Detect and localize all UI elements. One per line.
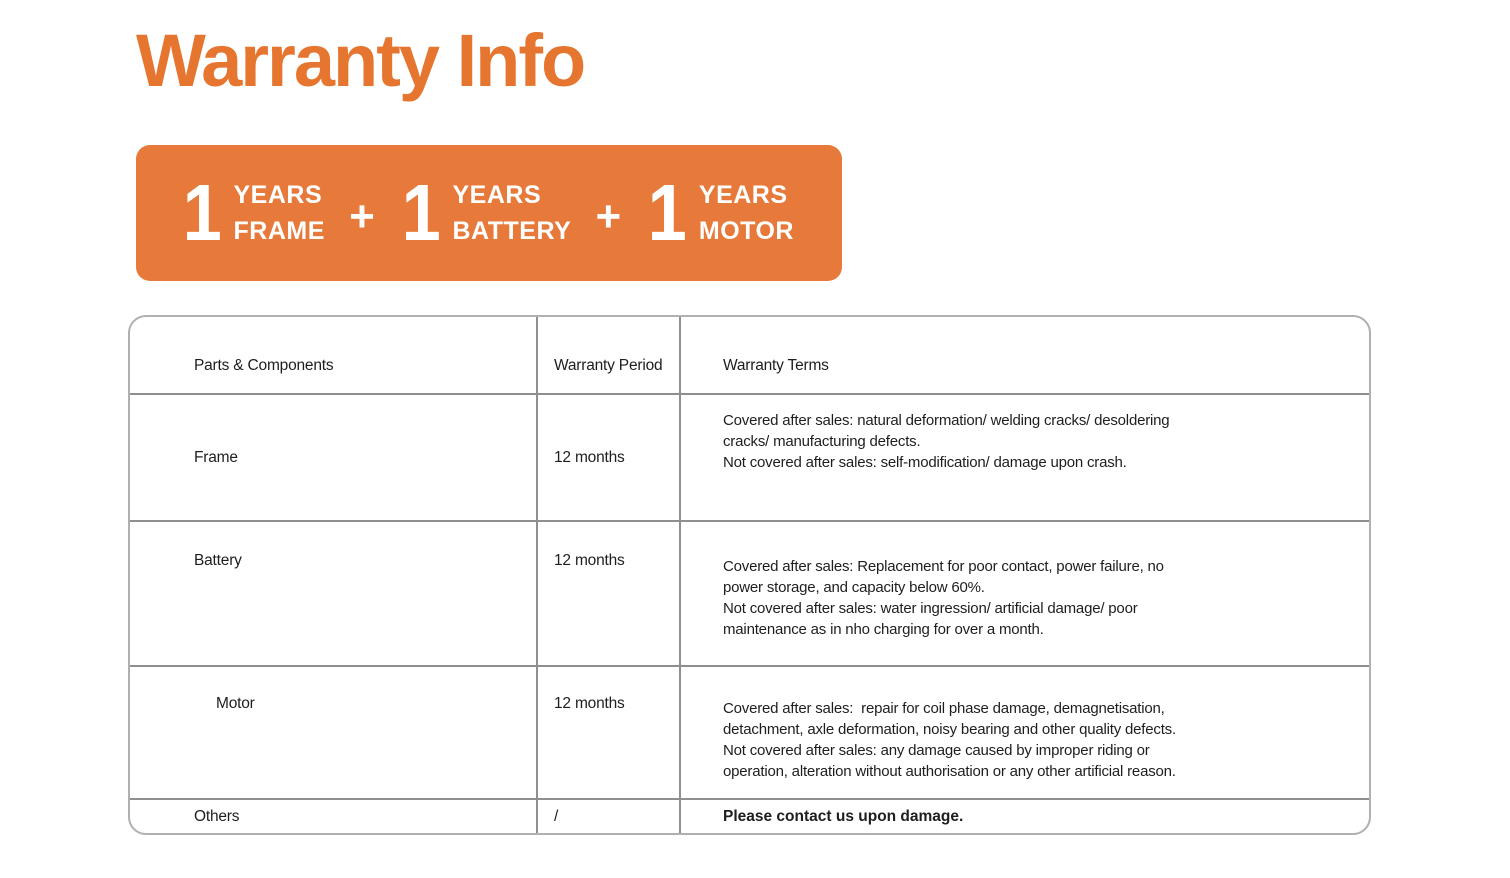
frame-period-cell: [538, 395, 681, 520]
frame-years-word: YEARS: [233, 181, 323, 209]
battery-period-value: 12 months: [554, 552, 625, 569]
motor-years-number: 1: [648, 168, 688, 258]
frame-terms-cell: [681, 395, 1369, 520]
others-terms-line: Please contact us upon damage.: [723, 808, 964, 825]
frame-period-value: 12 months: [554, 448, 625, 466]
motor-years-word: YEARS: [698, 181, 788, 209]
frame-part-cell: [130, 395, 538, 520]
motor-terms-line: operation, alteration without authorisation or any other artificial reason.: [723, 763, 1176, 780]
table-row-frame: [130, 395, 1369, 522]
battery-part-word: BATTERY: [452, 217, 572, 245]
motor-period-cell: [538, 667, 681, 798]
battery-years-number: 1: [401, 168, 441, 258]
motor-years-label: [699, 177, 794, 249]
table-row-battery: [130, 522, 1369, 667]
battery-terms-line: maintenance as in nho charging for over a month.: [723, 621, 1044, 638]
others-period-value: /: [554, 807, 559, 825]
battery-terms-cell: [681, 522, 1369, 665]
motor-terms-line: detachment, axle deformation, noisy bearing and other quality defects.: [723, 721, 1176, 738]
others-period-cell: [538, 800, 681, 833]
battery-terms-line: power storage, and capacity below 60%.: [723, 579, 985, 596]
battery-terms-line: Not covered after sales: water ingression/ artificial damage/ poor: [723, 600, 1138, 617]
table-row-others: [130, 800, 1369, 833]
plus-separator: +: [595, 192, 622, 241]
others-part-cell: [130, 800, 538, 833]
frame-terms-line: Not covered after sales: self-modification/ damage upon crash.: [723, 454, 1127, 471]
motor-terms-line: Not covered after sales: any damage caused by improper riding or: [723, 742, 1150, 759]
header-parts-label: Parts & Components: [194, 357, 334, 374]
frame-years-label: [234, 177, 325, 249]
banner-item-battery: [399, 168, 572, 258]
motor-part-label: Motor: [216, 695, 255, 712]
frame-terms-line: Covered after sales: natural deformation/ welding cracks/ desoldering: [723, 412, 1170, 429]
header-parts-cell: [130, 317, 538, 393]
frame-part-label: Frame: [194, 448, 238, 466]
header-terms-cell: [681, 317, 1369, 393]
battery-part-label: Battery: [194, 552, 242, 569]
header-terms-label: Warranty Terms: [723, 357, 829, 374]
battery-period-cell: [538, 522, 681, 665]
frame-terms-line: cracks/ manufacturing defects.: [723, 433, 921, 450]
motor-period-value: 12 months: [554, 695, 625, 712]
motor-part-cell: [130, 667, 538, 798]
warranty-summary-banner: [136, 145, 842, 281]
others-part-label: Others: [194, 807, 240, 825]
battery-terms-line: Covered after sales: Replacement for poor contact, power failure, no: [723, 558, 1164, 575]
motor-terms-cell: [681, 667, 1369, 798]
header-period-cell: [538, 317, 681, 393]
banner-item-motor: [645, 168, 794, 258]
motor-terms-line: Covered after sales: repair for coil phase damage, demagnetisation,: [723, 700, 1165, 717]
battery-years-word: YEARS: [452, 181, 542, 209]
frame-part-word: FRAME: [233, 217, 325, 245]
banner-item-frame: [180, 168, 325, 258]
warranty-table: [128, 315, 1371, 835]
table-header-row: [130, 317, 1369, 395]
battery-years-label: [453, 177, 572, 249]
table-row-motor: [130, 667, 1369, 800]
header-period-label: Warranty Period: [554, 357, 663, 374]
frame-years-number: 1: [182, 168, 222, 258]
battery-part-cell: [130, 522, 538, 665]
others-terms-cell: [681, 800, 1369, 833]
plus-separator: +: [349, 192, 375, 241]
motor-part-word: MOTOR: [698, 217, 794, 245]
page-title: Warranty Info: [136, 19, 585, 102]
